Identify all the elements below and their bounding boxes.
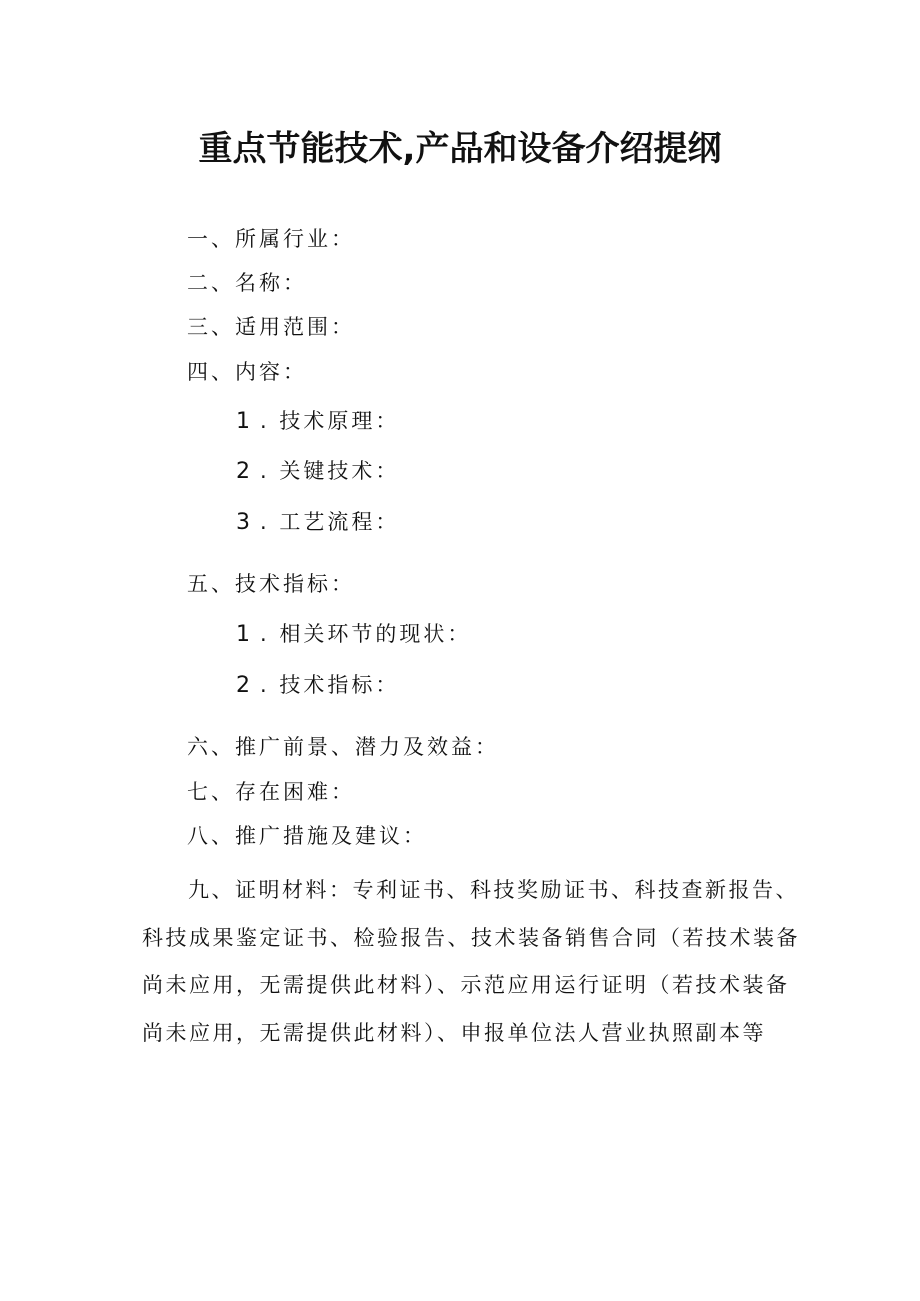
- sub-item-number: 3: [236, 510, 253, 535]
- indicator-sub-item-1: [236, 619, 471, 650]
- content-sub-item-3: [236, 507, 399, 538]
- sub-item-label: . 关键技术：: [260, 459, 400, 483]
- outline-item-difficulties: 七、存在困难：: [187, 780, 355, 804]
- outline-item-measures: 八、推广措施及建议：: [187, 824, 427, 848]
- paragraph-line: 九、证明材料：专利证书、科技奖励证书、科技查新报告、: [188, 878, 799, 902]
- content-sub-item-1: [236, 406, 399, 437]
- sub-item-label: . 工艺流程：: [260, 510, 400, 534]
- outline-item-prospects: 六、推广前景、潜力及效益：: [187, 735, 499, 759]
- outline-item-name: 二、名称：: [187, 271, 307, 295]
- outline-item-scope: 三、适用范围：: [187, 315, 355, 339]
- paragraph-line: 科技成果鉴定证书、检验报告、技术装备销售合同（若技术装备: [142, 925, 800, 950]
- outline-item-content: 四、内容：: [187, 360, 307, 384]
- sub-item-number: 2: [236, 459, 253, 484]
- outline-item-industry: 一、所属行业：: [187, 227, 355, 251]
- paragraph-line: 尚未应用，无需提供此材料）、申报单位法人营业执照副本等: [142, 1020, 766, 1045]
- indicator-sub-item-2: [236, 670, 399, 701]
- sub-item-label: . 相关环节的现状：: [260, 622, 472, 646]
- sub-item-number: 1: [236, 622, 253, 647]
- sub-item-number: 2: [236, 673, 253, 698]
- outline-item-indicators: 五、技术指标：: [187, 572, 355, 596]
- outline-item-evidence-paragraph: [142, 867, 802, 1057]
- sub-item-number: 1: [236, 409, 253, 434]
- sub-item-label: . 技术原理：: [260, 409, 400, 433]
- paragraph-line: 尚未应用，无需提供此材料）、示范应用运行证明（若技术装备: [142, 973, 790, 997]
- sub-item-label: . 技术指标：: [260, 673, 400, 697]
- document-title: 重点节能技术,产品和设备介绍提纲: [198, 129, 722, 169]
- content-sub-item-2: [236, 456, 399, 487]
